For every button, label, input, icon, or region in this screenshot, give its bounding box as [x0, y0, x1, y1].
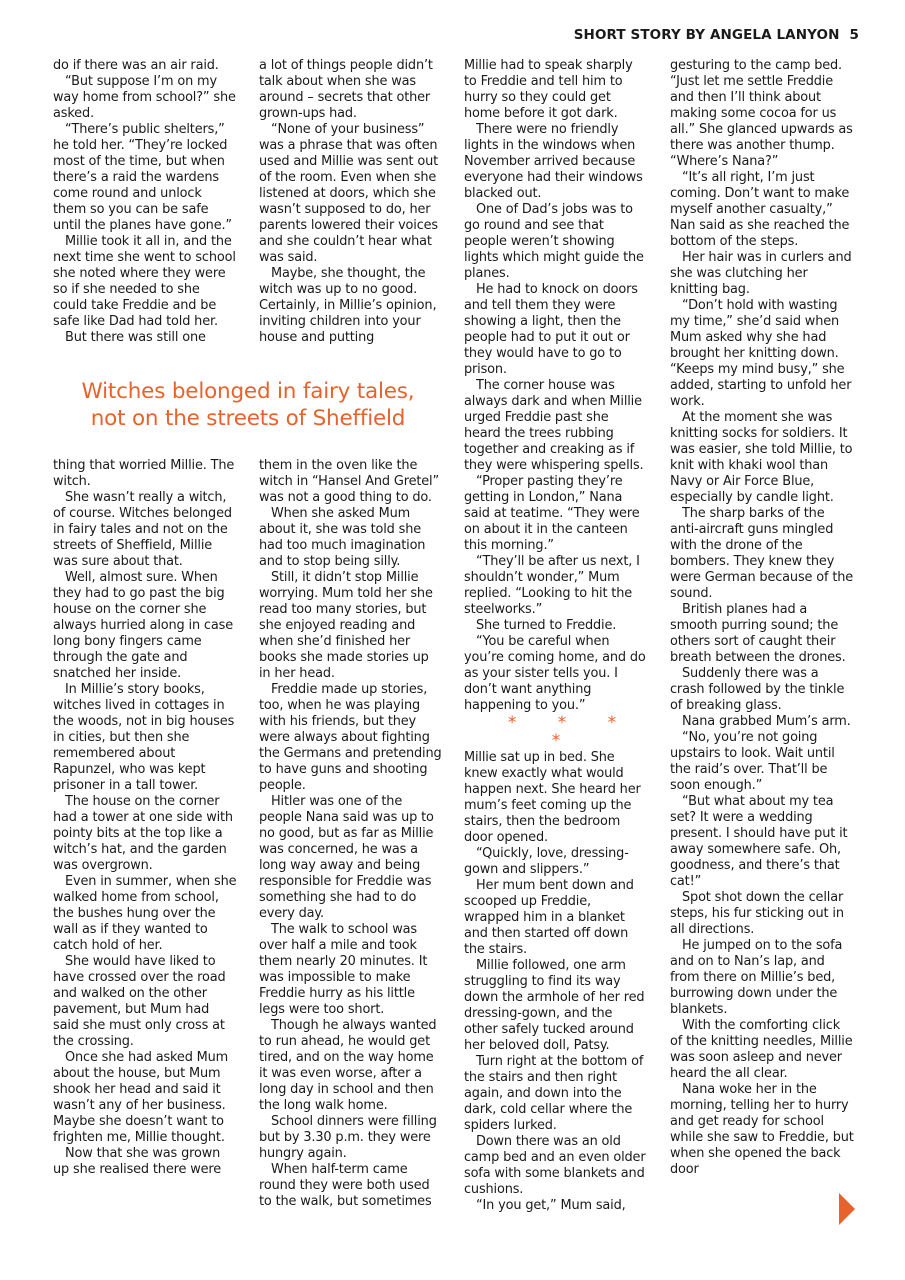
paragraph: them in the oven like the witch in “Hansel And Gretel” was not a good thing to do. — [259, 458, 440, 505]
column-2-top — [259, 58, 443, 346]
column-4 — [670, 58, 856, 1178]
paragraph: “There’s public shelters,” he told her. “They’re locked most of the time, but when there’s a raid the wardens come round and unlock them so you can be safe until the planes have gone.” — [53, 122, 232, 233]
paragraph: When she asked Mum about it, she was told she had too much imagination and to stop being silly. — [259, 506, 426, 569]
paragraph: Millie had to speak sharply to Freddie and tell him to hurry so they could get home before it got dark. — [464, 58, 633, 121]
paragraph: She wasn’t really a witch, of course. Witches belonged in fairy tales and not on the streets of Sheffield, Millie was sure about that. — [53, 490, 232, 569]
paragraph: Still, it didn’t stop Millie worrying. Mum told her she read too many stories, but she enjoyed reading and when she’d finished her books she made stories up in her head. — [259, 570, 433, 681]
paragraph: The sharp barks of the anti-aircraft guns mingled with the drone of the bombers. They knew they were German because of the sound. — [670, 506, 854, 601]
paragraph: When half-term came round they were both used to the walk, but sometimes — [259, 1162, 432, 1209]
section-break: * * * * — [507, 713, 635, 751]
paragraph: With the comforting click of the knitting needles, Millie was soon asleep and never heard the all clear. — [670, 1018, 853, 1081]
paragraph: Down there was an old camp bed and an even older sofa with some blankets and cushions. — [464, 1134, 646, 1197]
paragraph: Turn right at the bottom of the stairs and then right again, and down into the dark, cold cellar where the spiders lurked. — [464, 1054, 644, 1133]
paragraph: Millie took it all in, and the next time she went to school she noted where they were so if she needed to she could take Freddie and be safe like Dad had told her. — [53, 234, 236, 329]
paragraph: Nana grabbed Mum’s arm. — [682, 714, 851, 729]
paragraph: “In you get,” Mum said, — [476, 1198, 626, 1213]
paragraph: “Proper pasting they’re getting in London,” Nana said at teatime. “They were on about it in the canteen this morning.” — [464, 474, 640, 553]
paragraph: gesturing to the camp bed. “Just let me settle Freddie and then I’ll think about making some cocoa for us all.” She glanced upwards as there was another thump. “Where’s Nana?” — [670, 58, 853, 169]
paragraph: British planes had a smooth purring sound; the others sort of caught their breath between the drones. — [670, 602, 846, 665]
paragraph: The corner house was always dark and when Millie urged Freddie past she heard the trees rubbing together and creaking as if they were whispering spells. — [464, 378, 644, 473]
paragraph: Nana woke her in the morning, telling her to hurry and get ready for school while she saw to Freddie, but when she opened the back door — [670, 1082, 854, 1177]
paragraph: He had to knock on doors and tell them they were showing a light, then the people had to put it out or they would have to go to prison. — [464, 282, 638, 377]
paragraph: He jumped on to the sofa and on to Nan’s lap, and from there on Millie’s bed, burrowing down under the blankets. — [670, 938, 843, 1017]
paragraph: “They’ll be after us next, I shouldn’t wonder,” Mum replied. “Looking to hit the steelworks.” — [464, 554, 640, 617]
paragraph: Millie sat up in bed. She knew exactly what would happen next. She heard her mum’s feet coming up the stairs, then the bedroom door opened. — [464, 750, 641, 845]
running-header — [574, 27, 859, 47]
paragraph: “Quickly, love, dressing-gown and slippers.” — [464, 846, 629, 877]
paragraph: Spot shot down the cellar steps, his fur sticking out in all directions. — [670, 890, 844, 937]
paragraph: But there was still one — [65, 330, 206, 345]
paragraph: She turned to Freddie. — [476, 618, 617, 633]
pull-quote-line: Witches belonged in fairy tales, — [81, 379, 415, 404]
page-number: 5 — [849, 27, 859, 43]
paragraph: Though he always wanted to run ahead, he would get tired, and on the way home it was even worse, after a long day in school and then the long walk home. — [259, 1018, 437, 1113]
paragraph: Suddenly there was a crash followed by the tinkle of breaking glass. — [670, 666, 845, 713]
paragraph: “None of your business” was a phrase that was often used and Millie was sent out of the room. Even when she listened at doors, which she wasn’t supposed to do, her parents lowered their voices and she couldn’t hear what was said. — [259, 122, 439, 265]
paragraph: Even in summer, when she walked home from school, the bushes hung over the wall as if they wanted to catch hold of her. — [53, 874, 237, 953]
column-2-bottom — [259, 458, 443, 1210]
column-1-bottom — [53, 458, 237, 1178]
paragraph: “But what about my tea set? It were a wedding present. I should have put it away somewhere safe. Oh, goodness, and there’s that cat!” — [670, 794, 848, 889]
paragraph: The house on the corner had a tower at one side with pointy bits at the top like a witch’s hat, and the garden was overgrown. — [53, 794, 233, 873]
paragraph: do if there was an air raid. — [53, 58, 219, 73]
paragraph: The walk to school was over half a mile and took them nearly 20 minutes. It was impossible to make Freddie hurry as his little legs were too short. — [259, 922, 428, 1017]
paragraph: In Millie’s story books, witches lived in cottages in the woods, not in big houses in cities, but then she remembered about Rapunzel, who was kept prisoner in a tall tower. — [53, 682, 235, 793]
paragraph: School dinners were filling but by 3.30 p.m. they were hungry again. — [259, 1114, 437, 1161]
paragraph: Now that she was grown up she realised there were — [53, 1146, 222, 1177]
paragraph: Freddie made up stories, too, when he was playing with his friends, but they were always about fighting the Germans and pretending to have guns and shooting people. — [259, 682, 442, 793]
paragraph: Her mum bent down and scooped up Freddie, wrapped him in a blanket and then started off down the stairs. — [464, 878, 634, 957]
paragraph: Hitler was one of the people Nana said was up to no good, but as far as Millie was concerned, he was a long way away and being responsible for Freddie was something she had to do every day. — [259, 794, 434, 921]
paragraph: “No, you’re not going upstairs to look. Wait until the raid’s over. That’ll be soon enough.” — [670, 730, 835, 793]
paragraph: a lot of things people didn’t talk about when she was around – secrets that other grown-ups had. — [259, 58, 433, 121]
paragraph: One of Dad’s jobs was to go round and see that people weren’t showing lights which might guide the planes. — [464, 202, 644, 281]
paragraph: She would have liked to have crossed over the road and walked on the other pavement, but Mum had said she must only cross at the crossing. — [53, 954, 226, 1049]
paragraph: “You be careful when you’re coming home, and do as your sister tells you. I don’t want anything happening to you.” — [464, 634, 646, 713]
next-page-arrow-icon — [839, 1193, 855, 1225]
paragraph: “It’s all right, I’m just coming. Don’t want to make myself another casualty,” Nan said as she reached the bottom of the steps. — [670, 170, 850, 249]
paragraph: At the moment she was knitting socks for soldiers. It was easier, she told Millie, to knit with khaki wool than Navy or Air Force Blue, especially by candle light. — [670, 410, 853, 505]
paragraph: “But suppose I’m on my way home from school?” she asked. — [53, 74, 236, 121]
column-1-top — [53, 58, 237, 346]
paragraph: Once she had asked Mum about the house, but Mum shook her head and said it wasn’t any of her business. Maybe she doesn’t want to frighten me, Millie thought. — [53, 1050, 229, 1145]
paragraph: Well, almost sure. When they had to go past the big house on the corner she always hurried along in case long bony fingers came through the gate and snatched her inside. — [53, 570, 233, 681]
paragraph: thing that worried Millie. The witch. — [53, 458, 235, 489]
paragraph: “Don’t hold with wasting my time,” she’d said when Mum asked why she had brought her knitting down. “Keeps my mind busy,” she added, starting to unfold her work. — [670, 298, 852, 409]
paragraph: Millie followed, one arm struggling to find its way down the armhole of her red dressing-gown, and the other safely tucked around her beloved doll, Patsy. — [464, 958, 645, 1053]
story-byline: SHORT STORY BY ANGELA LANYON — [573, 27, 840, 43]
paragraph: Her hair was in curlers and she was clutching her knitting bag. — [670, 250, 852, 297]
paragraph: There were no friendly lights in the windows when November arrived because everyone had their windows blacked out. — [464, 122, 643, 201]
pull-quote — [53, 378, 443, 432]
pull-quote-line: not on the streets of Sheffield — [90, 406, 406, 431]
paragraph: Maybe, she thought, the witch was up to no good. Certainly, in Millie’s opinion, inviting children into your house and putting — [259, 266, 437, 345]
column-3 — [464, 58, 648, 1214]
